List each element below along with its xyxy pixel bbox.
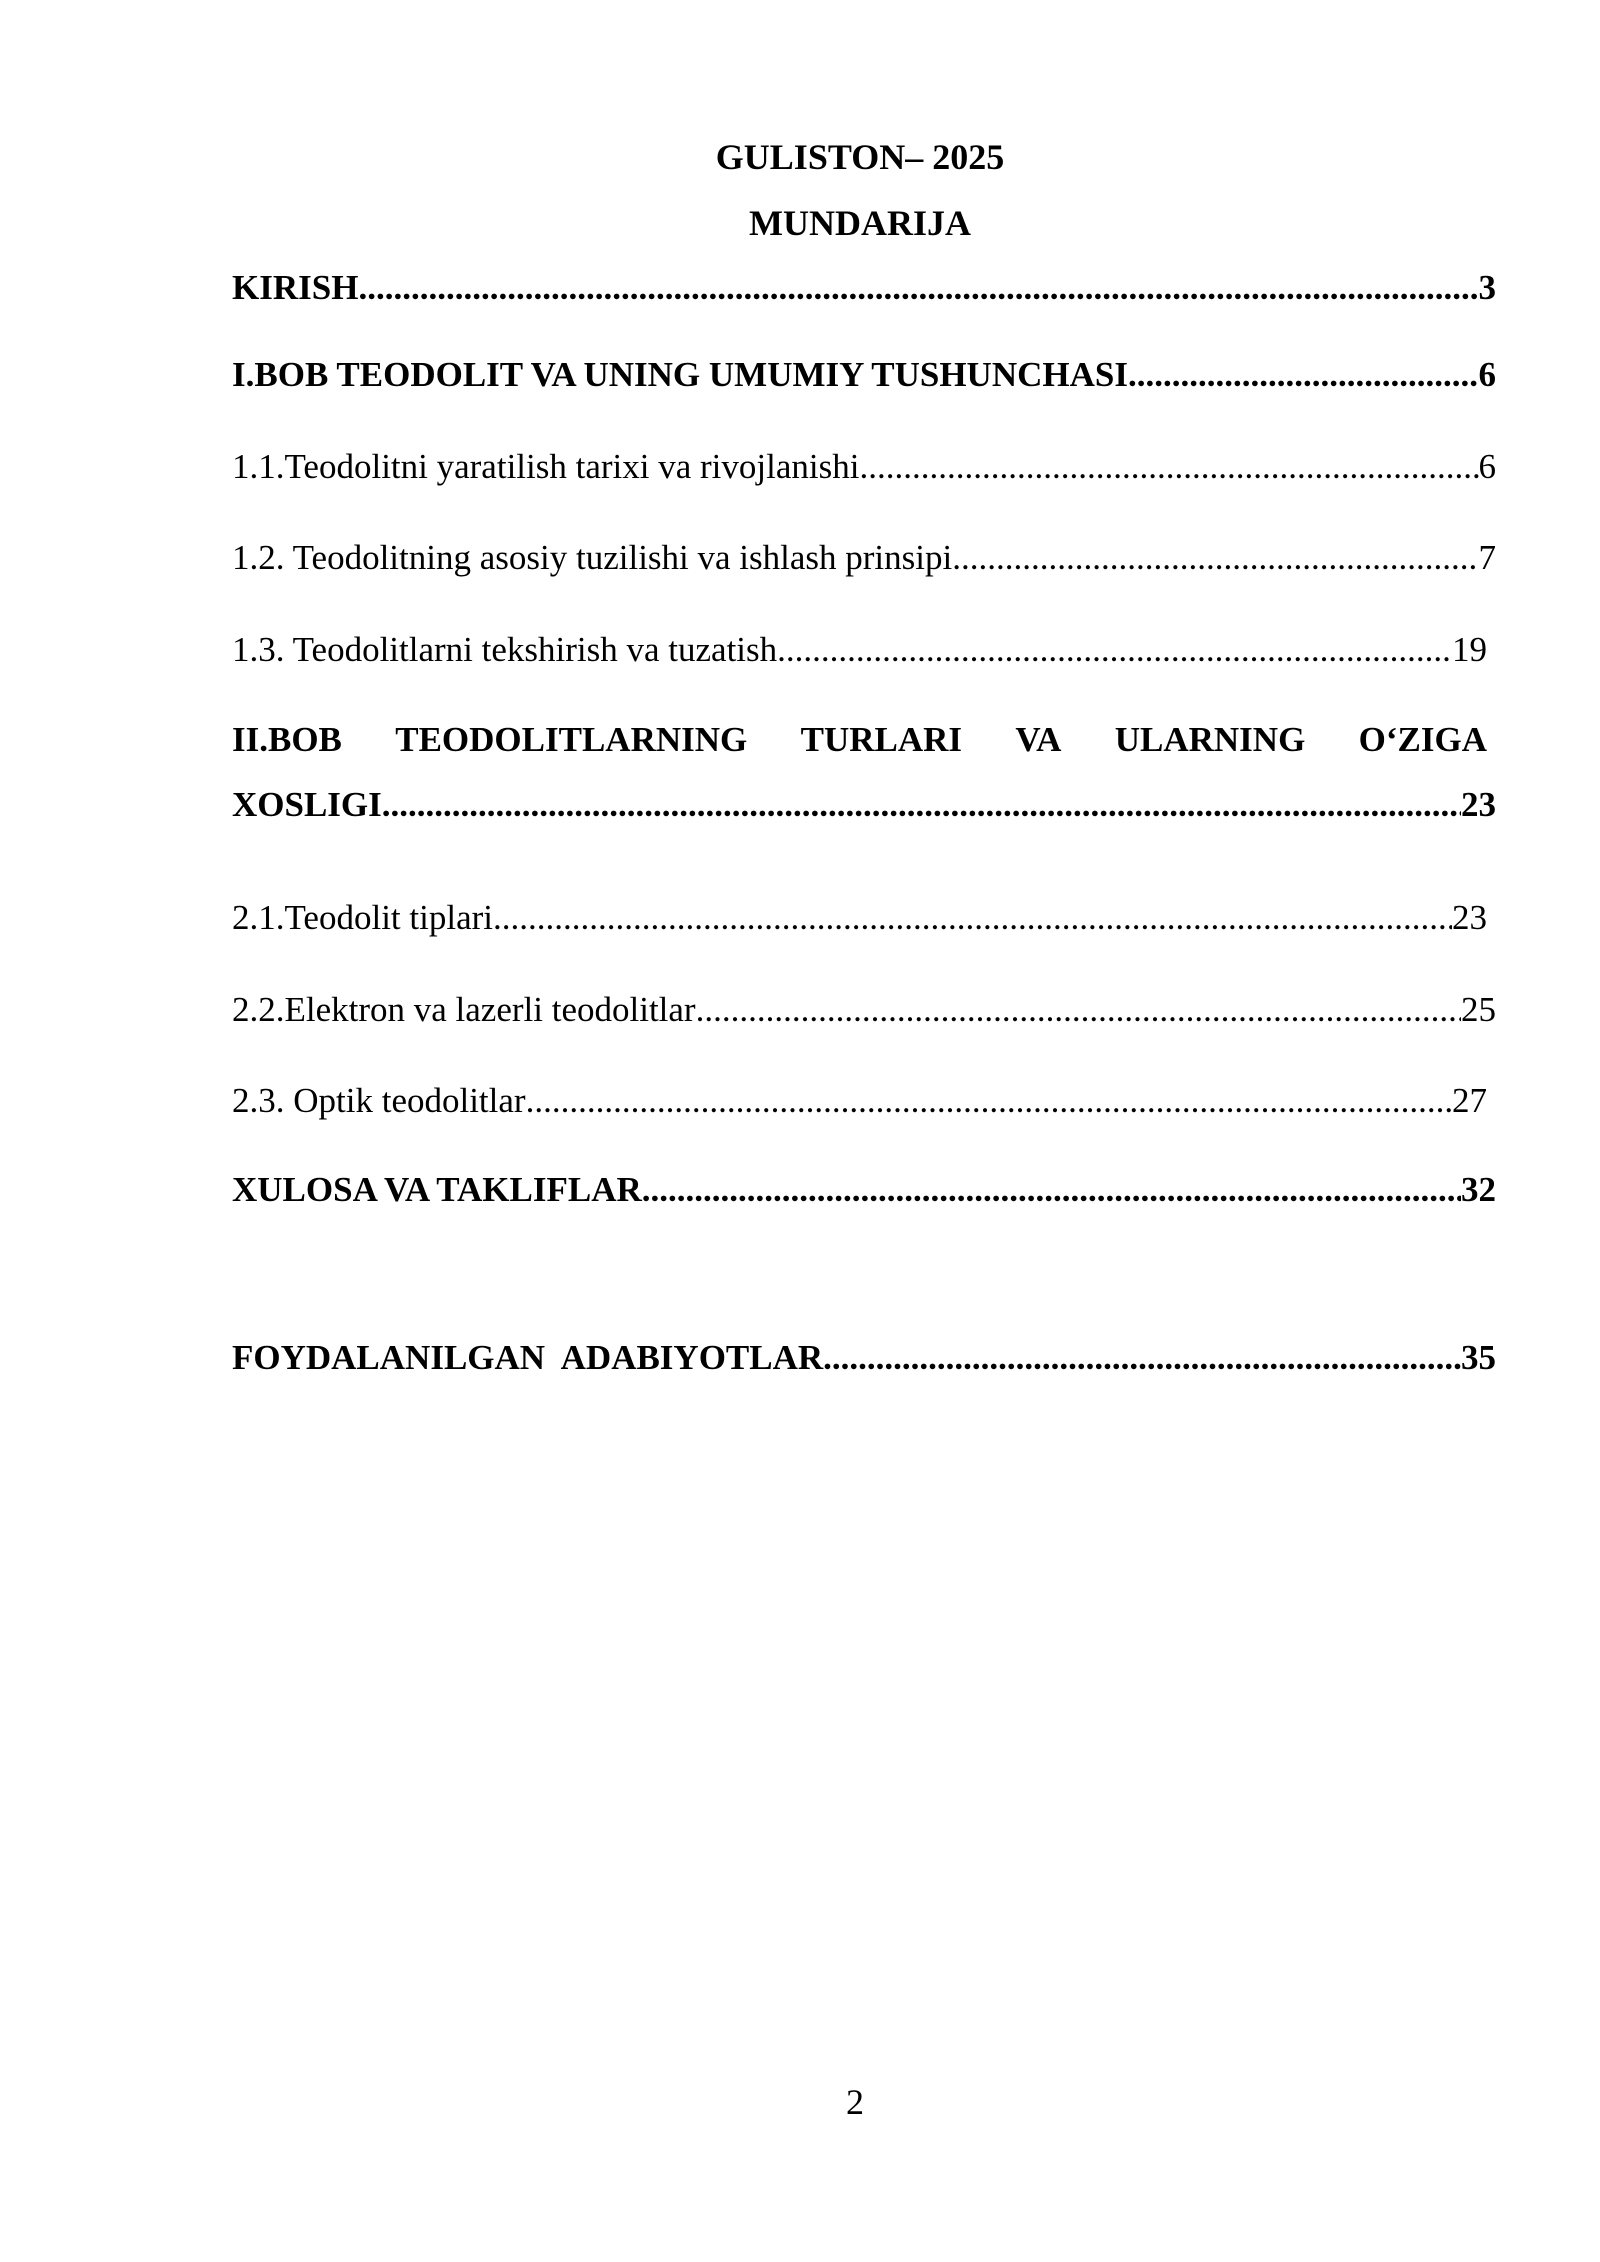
dot-leader — [382, 785, 1461, 825]
toc-entry-title: 2.2.Elektron va lazerli teodolitlar — [232, 990, 696, 1029]
dot-leader — [823, 1338, 1461, 1378]
title-word: O‘ZIGA — [1358, 720, 1487, 759]
toc-entry-page: 32 — [1461, 1170, 1496, 1209]
toc-entry-1-3[interactable] — [232, 630, 1487, 670]
toc-entry-1-2[interactable] — [232, 538, 1496, 578]
toc-entry-title: KIRISH — [232, 268, 359, 307]
dot-leader — [642, 1170, 1461, 1210]
toc-entry-title: 1.3. Teodolitlarni tekshirish va tuzatish — [232, 630, 778, 669]
toc-entry-title: 1.2. Teodolitning asosiy tuzilishi va ishlash prinsipi — [232, 538, 953, 577]
toc-entry-chapter-1[interactable] — [232, 355, 1496, 395]
toc-entry-page: 7 — [1478, 538, 1496, 577]
toc-entry-page: 6 — [1478, 355, 1496, 394]
toc-entry-kirish[interactable] — [232, 268, 1496, 308]
dot-leader — [358, 268, 1478, 308]
toc-entry-title-line-1 — [232, 720, 1487, 760]
dot-leader — [1128, 355, 1479, 395]
title-word: ULARNING — [1114, 720, 1306, 759]
toc-entry-page: 6 — [1478, 447, 1496, 486]
dot-leader — [859, 447, 1478, 487]
city-year-heading: GULISTON– 2025 — [715, 137, 1005, 177]
toc-entry-title: 2.3. Optik teodolitlar — [232, 1081, 526, 1120]
toc-entry-title-line-2: XOSLIGI — [232, 785, 382, 824]
toc-entry-conclusion[interactable] — [232, 1170, 1496, 1210]
toc-entry-chapter-2[interactable] — [232, 720, 1496, 825]
dot-leader — [952, 538, 1478, 578]
toc-entry-2-1[interactable] — [232, 898, 1487, 938]
dot-leader — [696, 990, 1461, 1030]
title-word: VA — [1015, 720, 1062, 759]
toc-title: MUNDARIJA — [749, 203, 971, 243]
title-word: TEODOLITLARNING — [395, 720, 748, 759]
dot-leader — [493, 898, 1452, 938]
dot-leader — [777, 630, 1452, 670]
dot-leader — [526, 1081, 1452, 1121]
toc-entry-page: 35 — [1461, 1338, 1496, 1377]
title-word: TURLARI — [800, 720, 963, 759]
toc-entry-title: 2.1.Teodolit tiplari — [232, 898, 493, 937]
toc-entry-2-3[interactable] — [232, 1081, 1487, 1121]
title-word: II.BOB — [232, 720, 342, 759]
toc-entry-1-1[interactable] — [232, 447, 1496, 487]
page-number: 2 — [846, 2082, 864, 2122]
toc-entry-page: 23 — [1461, 785, 1496, 824]
toc-entry-2-2[interactable] — [232, 990, 1496, 1030]
toc-entry-title: I.BOB TEODOLIT VA UNING UMUMIY TUSHUNCHASI — [232, 355, 1128, 394]
toc-entry-page: 19 — [1452, 630, 1487, 669]
toc-entry-page: 25 — [1461, 990, 1496, 1029]
toc-entry-title: 1.1.Teodolitni yaratilish tarixi va rivojlanishi — [232, 447, 860, 486]
toc-entry-page: 23 — [1452, 898, 1487, 937]
toc-entry-title: FOYDALANILGAN ADABIYOTLAR — [232, 1338, 824, 1377]
toc-entry-references[interactable] — [232, 1258, 1496, 1458]
toc-entry-page: 27 — [1452, 1081, 1487, 1120]
toc-entry-page: 3 — [1478, 268, 1496, 307]
toc-entry-title: XULOSA VA TAKLIFLAR — [232, 1170, 642, 1209]
